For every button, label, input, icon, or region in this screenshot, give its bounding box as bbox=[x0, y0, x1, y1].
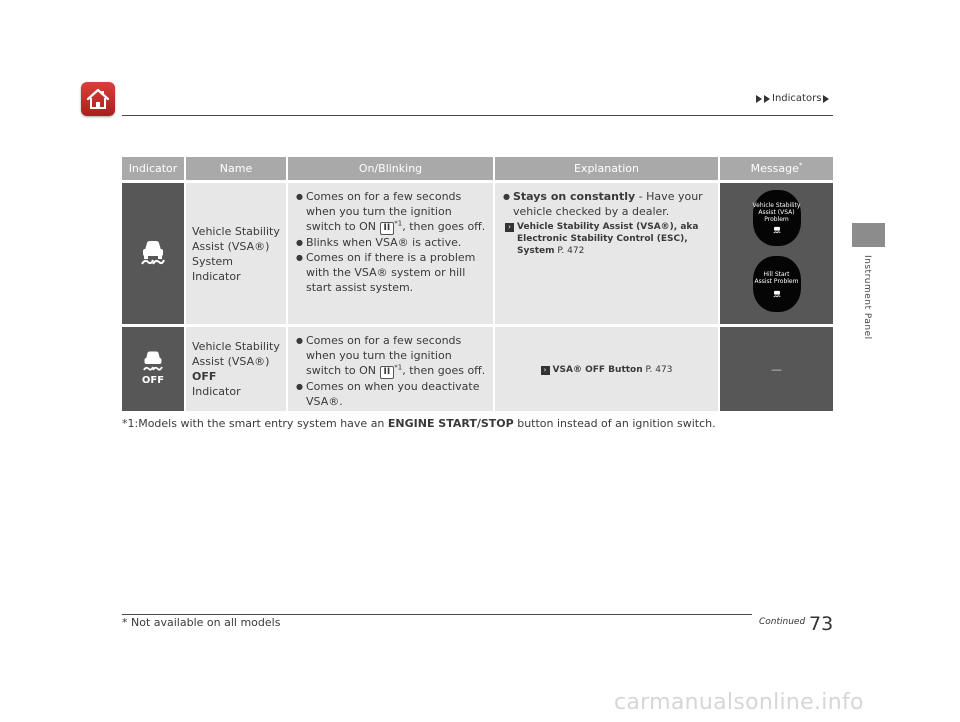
column-header-explanation: Explanation bbox=[494, 157, 719, 180]
breadcrumb-arrow-icon bbox=[756, 95, 762, 103]
header-divider bbox=[122, 115, 833, 116]
name-line: Vehicle Stability bbox=[192, 340, 280, 353]
name-line: Assist (VSA®) bbox=[192, 239, 270, 253]
chapter-label: Instrument Panel bbox=[862, 255, 872, 340]
breadcrumb-arrow-icon bbox=[764, 95, 770, 103]
column-header-name: Name bbox=[185, 157, 287, 180]
list-item: ● Comes on if there is a problem with the VSA® system or hill start assist system. bbox=[296, 250, 489, 295]
cross-reference-link[interactable]: › VSA® OFF Button P. 473 bbox=[495, 364, 718, 376]
link-arrow-icon: › bbox=[505, 223, 514, 232]
name-cell bbox=[185, 327, 287, 411]
continued-label: Continued bbox=[759, 617, 806, 627]
indicator-cell bbox=[122, 183, 185, 324]
breadcrumb[interactable] bbox=[756, 93, 829, 104]
vsa-small-icon bbox=[772, 225, 782, 234]
indicator-table bbox=[122, 157, 833, 411]
chapter-tab[interactable] bbox=[852, 223, 885, 247]
vsa-small-icon bbox=[772, 289, 782, 298]
on-blinking-cell bbox=[287, 327, 494, 411]
table-row bbox=[122, 183, 833, 324]
explanation-cell bbox=[494, 183, 719, 324]
on-blinking-cell bbox=[287, 183, 494, 324]
table-header-row bbox=[122, 157, 833, 180]
column-header-message: Message* bbox=[719, 157, 833, 180]
svg-text:OFF: OFF bbox=[141, 375, 165, 385]
footnote: *1:Models with the smart entry system have an ENGINE START/STOP button instead of an ignition switch. bbox=[122, 417, 716, 430]
home-icon bbox=[86, 88, 110, 110]
vsa-indicator-icon bbox=[136, 237, 170, 267]
breadcrumb-label: Indicators bbox=[772, 93, 822, 104]
message-none: — bbox=[771, 362, 782, 376]
home-button[interactable] bbox=[81, 82, 115, 116]
list-item: ● Comes on for a few seconds when you turn the ignition switch to ON II $^{*1}$, then goes off. bbox=[296, 189, 489, 235]
footer-divider bbox=[122, 614, 752, 615]
list-item: ● Stays on constantly - Have your vehicle checked by a dealer. bbox=[503, 189, 714, 219]
link-arrow-icon: › bbox=[541, 366, 550, 375]
name-line: Indicator bbox=[192, 385, 241, 398]
indicator-cell bbox=[122, 327, 185, 411]
column-header-on-blinking: On/Blinking bbox=[287, 157, 494, 180]
list-item: ● Comes on for a few seconds when you turn the ignition switch to ON II $^{*1}$, then goes off. bbox=[296, 333, 489, 379]
breadcrumb-arrow-icon bbox=[823, 95, 829, 103]
name-line: System Indicator bbox=[192, 254, 241, 283]
message-display: Vehicle Stability Assist (VSA) Problem bbox=[753, 190, 801, 246]
cross-reference-link[interactable]: › Vehicle Stability Assist (VSA®), aka Electronic Stability Control (ESC), System P. 472 bbox=[495, 221, 718, 257]
watermark: carmanualsonline.info bbox=[614, 690, 864, 715]
name-line: Vehicle Stability bbox=[192, 224, 280, 238]
message-cell bbox=[719, 327, 833, 411]
message-cell bbox=[719, 183, 833, 324]
footer-note: * Not available on all models bbox=[122, 616, 281, 629]
name-cell bbox=[185, 183, 287, 324]
list-item: ● Blinks when VSA® is active. bbox=[296, 235, 489, 250]
name-line: Assist (VSA®) OFF bbox=[192, 355, 270, 383]
ignition-key-badge: II bbox=[380, 222, 395, 235]
vsa-off-indicator-icon bbox=[136, 349, 170, 385]
column-header-indicator: Indicator bbox=[122, 157, 185, 180]
list-item: ● Comes on when you deactivate VSA®. bbox=[296, 379, 489, 409]
explanation-cell bbox=[494, 327, 719, 411]
table-row bbox=[122, 327, 833, 411]
ignition-key-badge: II bbox=[380, 366, 395, 379]
page-number: 73 bbox=[809, 613, 834, 635]
message-display: Hill Start Assist Problem bbox=[753, 256, 801, 312]
